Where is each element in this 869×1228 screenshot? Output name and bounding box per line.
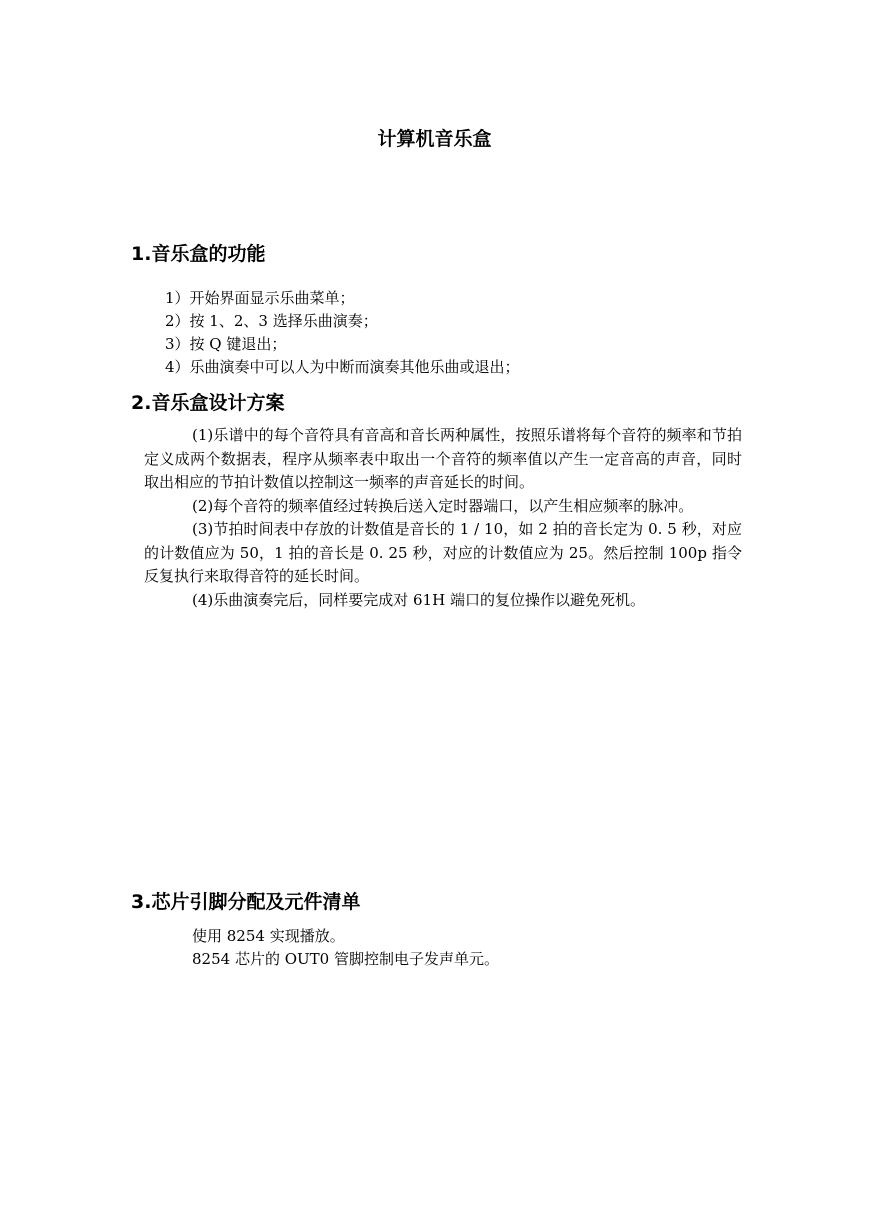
section-3-heading: 3.芯片引脚分配及元件清单 — [131, 891, 361, 913]
design-paragraph-2: (2)每个音符的频率值经过转换后送入定时器端口，以产生相应频率的脉冲。 — [192, 496, 694, 515]
design-paragraph-4: (4)乐曲演奏完后，同样要完成对 61H 端口的复位操作以避免死机。 — [192, 590, 645, 609]
chip-description — [192, 925, 499, 971]
function-item-2: 2）按 1、2、3 选择乐曲演奏； — [165, 312, 378, 330]
design-paragraph-3: (3)节拍时间表中存放的计数值是音长的 1 / 10，如 2 拍的音长定为 0. 5 秒，对应的计数值应为 50，1 拍的音长是 0. 25 秒，对应的计数值应为 25。然后控制 100p 指令反复执行来取得音符的延长时间。 — [144, 520, 742, 585]
section-1-heading: 1.音乐盒的功能 — [131, 243, 266, 265]
design-paragraphs — [144, 424, 742, 612]
function-item-1: 1）开始界面显示乐曲菜单； — [165, 289, 355, 307]
function-item-4: 4）乐曲演奏中可以人为中断而演奏其他乐曲或退出； — [165, 358, 520, 376]
section-2-heading: 2.音乐盒设计方案 — [131, 392, 285, 414]
chip-line-2: 8254 芯片的 OUT0 管脚控制电子发声单元。 — [192, 950, 499, 968]
function-list — [165, 287, 520, 379]
chip-line-1: 使用 8254 实现播放。 — [192, 927, 345, 945]
document-title: 计算机音乐盒 — [377, 128, 492, 150]
design-paragraph-1: (1)乐谱中的每个音符具有音高和音长两种属性，按照乐谱将每个音符的频率和节拍定义成两个数据表，程序从频率表中取出一个音符的频率值以产生一定音高的声音，同时取出相应的节拍计数值以控制这一频率的声音延长的时间。 — [144, 426, 742, 491]
function-item-3: 3）按 Q 键退出； — [165, 335, 287, 353]
